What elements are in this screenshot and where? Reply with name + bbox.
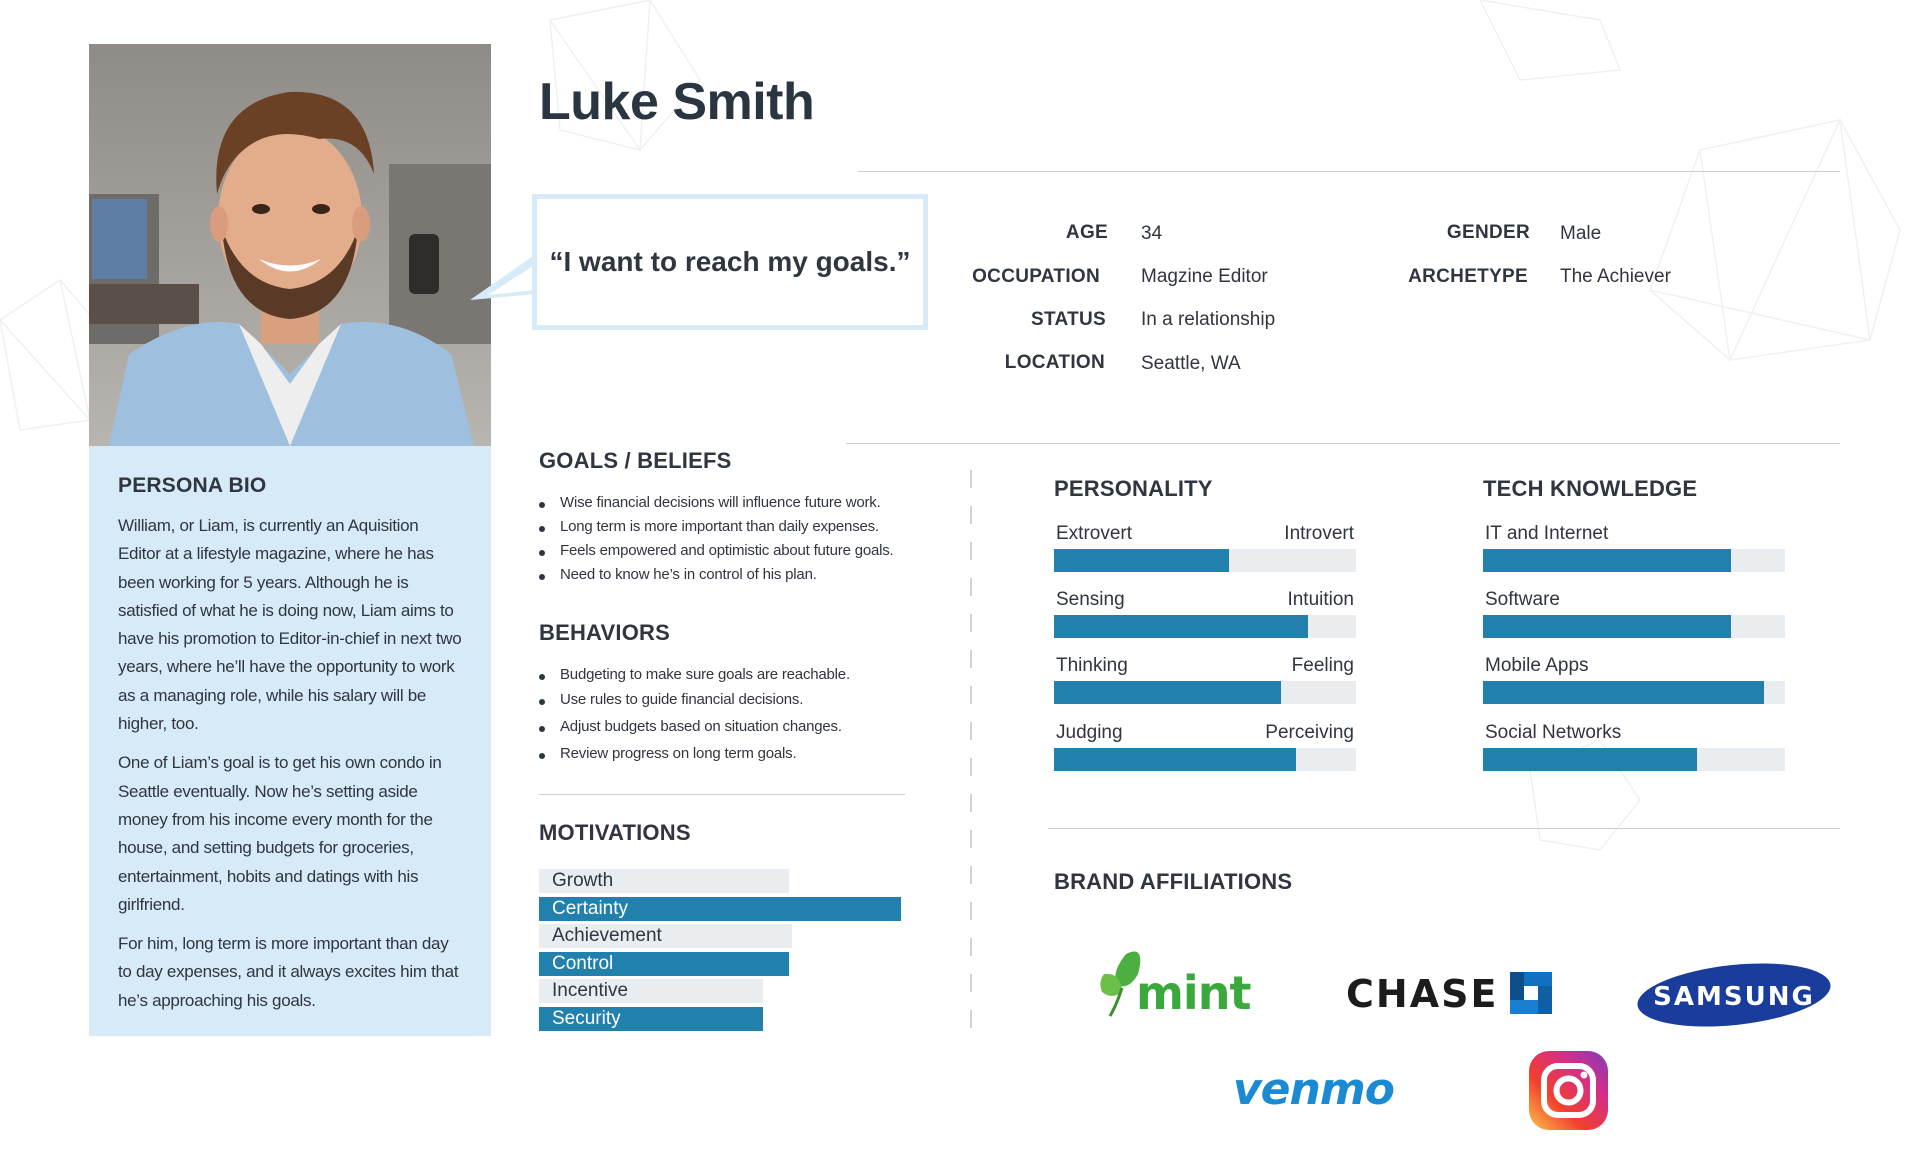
motivation-row	[539, 922, 909, 950]
personality-slider-judging-perceiving	[1054, 722, 1356, 771]
persona-photo	[89, 44, 491, 446]
archetype-value: The Achiever	[1560, 266, 1671, 287]
samsung-wordmark: SAMSUNG	[1653, 982, 1815, 1012]
bio-paragraph: One of Liam’s goal is to get his own condo in Seattle eventually. Now he’s setting aside money from his income every month for the house, and setting budgets for groceries, entertainment, hobits and datings with his girlfriend.	[118, 753, 442, 914]
bio-paragraph: For him, long term is more important than day to day expenses, and it always excites him that he’s approaching his goals.	[118, 934, 459, 1010]
persona-quote: “I want to reach my goals.”	[549, 246, 911, 277]
archetype-label: ARCHETYPE	[1408, 266, 1528, 287]
motivation-row	[539, 867, 909, 895]
speech-pointer-icon	[470, 194, 540, 330]
occupation-label: OCCUPATION	[972, 266, 1100, 287]
motivations-title: MOTIVATIONS	[539, 820, 691, 845]
motivation-row	[539, 1005, 909, 1033]
motivation-row	[539, 950, 909, 978]
tech-label: Mobile Apps	[1485, 655, 1589, 676]
portrait-illustration	[89, 44, 491, 446]
divider	[858, 171, 1840, 172]
goal-item: Need to know he’s in control of his plan.	[537, 566, 894, 583]
personality-title: PERSONALITY	[1054, 476, 1213, 501]
personality-right-label: Feeling	[1291, 655, 1354, 676]
tech-label: Software	[1485, 589, 1560, 610]
personality-left-label: Judging	[1056, 722, 1123, 743]
goals-title: GOALS / BELIEFS	[539, 448, 732, 473]
occupation-value: Magzine Editor	[1141, 266, 1268, 287]
chase-logo	[1346, 972, 1556, 1016]
samsung-logo	[1636, 962, 1832, 1028]
behaviors-list	[537, 666, 850, 762]
column-divider	[970, 470, 972, 1030]
behavior-item: Review progress on long term goals.	[537, 745, 850, 762]
age-label: AGE	[1065, 222, 1108, 243]
motivation-label: Control	[552, 952, 614, 974]
motivation-label: Achievement	[552, 925, 662, 947]
tech-track	[1483, 681, 1785, 704]
personality-right-label: Intuition	[1287, 589, 1354, 610]
personality-right-label: Introvert	[1284, 523, 1354, 544]
personality-fill	[1054, 748, 1296, 771]
chase-wordmark: CHASE	[1346, 972, 1499, 1016]
motivation-label: Certainty	[552, 897, 629, 919]
instagram-logo	[1529, 1051, 1608, 1130]
tech-fill	[1483, 615, 1731, 638]
behavior-item: Budgeting to make sure goals are reachable.	[537, 666, 850, 683]
venmo-wordmark: venmo	[1233, 1064, 1394, 1115]
status-label: STATUS	[1031, 309, 1106, 330]
behavior-item: Adjust budgets based on situation changes.	[537, 718, 850, 735]
divider	[846, 443, 1840, 444]
bio-paragraph: William, or Liam, is currently an Aquisition Editor at a lifestyle magazine, where he has been working for 5 years. Although he is satisfied of what he is doing now, Liam aims to have his promotion to Editor-in-chief in next two years, where he’ll have the opportunity to work as a managing role, while his salary will be higher, too.	[118, 516, 462, 734]
goal-item: Feels empowered and optimistic about future goals.	[537, 542, 894, 559]
tech-bar-it-internet	[1483, 523, 1785, 572]
personality-right-label: Perceiving	[1265, 722, 1354, 743]
age-value: 34	[1141, 223, 1163, 244]
mint-logo	[1096, 944, 1251, 1030]
personality-slider-thinking-feeling	[1054, 655, 1356, 704]
motivation-label: Incentive	[552, 980, 629, 1002]
chase-octagon-icon	[1510, 972, 1552, 1014]
personality-fill	[1054, 681, 1281, 704]
quote-bubble	[470, 194, 930, 330]
gender-value: Male	[1560, 223, 1602, 244]
motivations-bars	[539, 867, 909, 1033]
gender-label: GENDER	[1446, 222, 1530, 243]
quote-box	[532, 194, 928, 330]
tech-bar-mobile-apps	[1483, 655, 1785, 704]
instagram-icon	[1529, 1051, 1608, 1130]
tech-track	[1483, 748, 1785, 771]
persona-bio-panel	[89, 446, 491, 1036]
location-value: Seattle, WA	[1141, 353, 1241, 374]
venmo-logo	[1233, 1064, 1403, 1114]
tech-knowledge-title: TECH KNOWLEDGE	[1483, 476, 1698, 501]
personality-track	[1054, 615, 1356, 638]
personality-track	[1054, 748, 1356, 771]
personality-slider-sensing-intuition	[1054, 589, 1356, 638]
personality-left-label: Sensing	[1056, 589, 1125, 610]
goal-item: Long term is more important than daily expenses.	[537, 518, 894, 535]
tech-track	[1483, 615, 1785, 638]
brand-affiliations-title: BRAND AFFILIATIONS	[1054, 869, 1293, 894]
personality-fill	[1054, 615, 1308, 638]
persona-bio-title: PERSONA BIO	[118, 474, 267, 497]
tech-label: IT and Internet	[1485, 523, 1609, 544]
tech-fill	[1483, 681, 1764, 704]
motivation-row	[539, 895, 909, 923]
personality-track	[1054, 549, 1356, 572]
behavior-item: Use rules to guide financial decisions.	[537, 691, 850, 708]
personality-left-label: Thinking	[1056, 655, 1128, 676]
persona-name: Luke Smith	[539, 73, 815, 131]
divider	[1048, 828, 1840, 829]
tech-bar-software	[1483, 589, 1785, 638]
goal-item: Wise financial decisions will influence future work.	[537, 494, 894, 511]
motivation-row	[539, 977, 909, 1005]
motivation-label: Security	[552, 1007, 621, 1029]
behaviors-title: BEHAVIORS	[539, 620, 670, 645]
tech-bar-social-networks	[1483, 722, 1785, 771]
personality-fill	[1054, 549, 1229, 572]
personality-slider-extrovert-introvert	[1054, 523, 1356, 572]
divider	[539, 794, 905, 795]
tech-fill	[1483, 549, 1731, 572]
personality-left-label: Extrovert	[1056, 523, 1133, 544]
motivation-label: Growth	[552, 870, 614, 891]
tech-fill	[1483, 748, 1697, 771]
personality-track	[1054, 681, 1356, 704]
status-value: In a relationship	[1141, 309, 1276, 330]
mint-wordmark: mint	[1136, 966, 1251, 1020]
tech-track	[1483, 549, 1785, 572]
goals-list	[537, 494, 894, 583]
tech-label: Social Networks	[1485, 722, 1622, 743]
location-label: LOCATION	[1004, 352, 1105, 373]
